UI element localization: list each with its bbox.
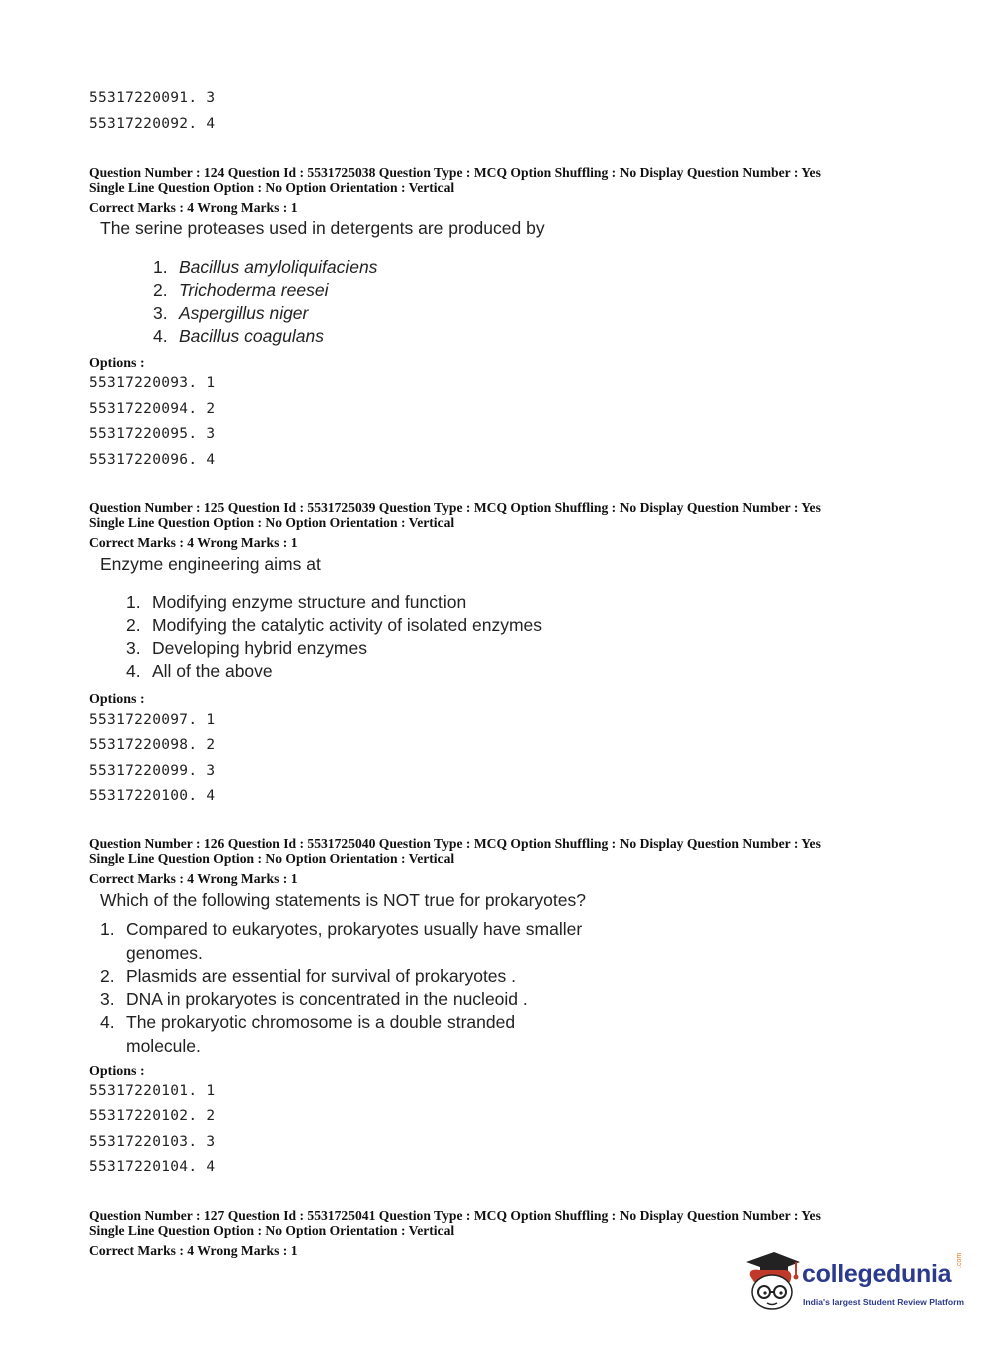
question-marks: Correct Marks : 4 Wrong Marks : 1	[89, 200, 298, 215]
choice-number: 1.	[100, 919, 115, 939]
answer-choice	[153, 303, 308, 324]
option-code: 55317220104. 4	[89, 1159, 216, 1175]
question-meta-line: Single Line Question Option : No Option Orientation : Vertical	[89, 180, 455, 195]
options-label: Options :	[89, 1064, 145, 1079]
answer-choice	[126, 638, 367, 659]
collegedunia-logo	[740, 1248, 980, 1318]
option-code: 55317220091. 3	[89, 90, 216, 106]
option-code: 55317220103. 3	[89, 1134, 216, 1150]
question-marks: Correct Marks : 4 Wrong Marks : 1	[89, 535, 298, 550]
option-code: 55317220102. 2	[89, 1108, 216, 1124]
choice-number: 4.	[153, 326, 168, 346]
question-text: Which of the following statements is NOT true for prokaryotes?	[100, 890, 586, 910]
choice-text: Plasmids are essential for survival of prokaryotes .	[126, 966, 517, 986]
logo-wordmark: collegedunia	[802, 1260, 952, 1288]
choice-text: The prokaryotic chromosome is a double stranded	[126, 1012, 516, 1032]
choice-number: 4.	[126, 661, 141, 681]
answer-choice	[153, 326, 324, 347]
choice-number: 2.	[100, 966, 115, 986]
option-code: 55317220101. 1	[89, 1083, 216, 1099]
choice-number: 2.	[153, 280, 168, 300]
option-code: 55317220093. 1	[89, 375, 216, 391]
answer-choice-continuation: genomes.	[126, 943, 203, 963]
option-code: 55317220094. 2	[89, 401, 216, 417]
choice-number: 1.	[126, 592, 141, 612]
question-meta-line: Question Number : 126 Question Id : 5531725040 Question Type : MCQ Option Shuffling : No Display Question Number : Yes	[89, 836, 821, 851]
question-marks: Correct Marks : 4 Wrong Marks : 1	[89, 871, 298, 886]
choice-number: 3.	[153, 303, 168, 323]
mascot-icon	[740, 1248, 802, 1314]
choice-number: 3.	[126, 638, 141, 658]
question-meta-line: Question Number : 124 Question Id : 5531725038 Question Type : MCQ Option Shuffling : No Display Question Number : Yes	[89, 165, 821, 180]
answer-choice	[126, 592, 466, 613]
option-code: 55317220097. 1	[89, 712, 216, 728]
question-meta-line: Question Number : 127 Question Id : 5531725041 Question Type : MCQ Option Shuffling : No Display Question Number : Yes	[89, 1208, 821, 1223]
choice-text: Modifying enzyme structure and function	[152, 592, 467, 612]
question-meta-line: Single Line Question Option : No Option Orientation : Vertical	[89, 1223, 455, 1238]
answer-choice	[126, 615, 542, 636]
answer-choice	[153, 257, 377, 278]
logo-tagline: India's largest Student Review Platform	[803, 1297, 965, 1307]
answer-choice	[126, 661, 273, 682]
answer-choice	[100, 966, 516, 987]
options-label: Options :	[89, 692, 145, 707]
choice-text: Modifying the catalytic activity of isolated enzymes	[152, 615, 543, 635]
choice-text: Trichoderma reesei	[179, 280, 329, 300]
choice-text: Developing hybrid enzymes	[152, 638, 367, 658]
choice-number: 3.	[100, 989, 115, 1009]
option-code: 55317220099. 3	[89, 763, 216, 779]
answer-choice	[100, 919, 582, 940]
question-text: The serine proteases used in detergents are produced by	[100, 218, 545, 238]
answer-choice-continuation: molecule.	[126, 1036, 201, 1056]
option-code: 55317220096. 4	[89, 452, 216, 468]
choice-text: Aspergillus niger	[179, 303, 309, 323]
answer-choice	[100, 989, 528, 1010]
logo-domain: .com	[956, 1252, 963, 1268]
choice-number: 1.	[153, 257, 168, 277]
choice-number: 4.	[100, 1012, 115, 1032]
answer-choice	[153, 280, 328, 301]
answer-choice	[100, 1012, 515, 1033]
option-code: 55317220098. 2	[89, 737, 216, 753]
choice-text: Compared to eukaryotes, prokaryotes usually have smaller	[126, 919, 583, 939]
option-code: 55317220100. 4	[89, 788, 216, 804]
options-label: Options :	[89, 356, 145, 371]
choice-text: Bacillus coagulans	[179, 326, 324, 346]
question-text: Enzyme engineering aims at	[100, 554, 321, 574]
question-marks: Correct Marks : 4 Wrong Marks : 1	[89, 1243, 298, 1258]
option-code: 55317220092. 4	[89, 116, 216, 132]
choice-text: DNA in prokaryotes is concentrated in the nucleoid .	[126, 989, 528, 1009]
option-code: 55317220095. 3	[89, 426, 216, 442]
question-meta-line: Single Line Question Option : No Option Orientation : Vertical	[89, 851, 455, 866]
choice-text: All of the above	[152, 661, 273, 681]
choice-number: 2.	[126, 615, 141, 635]
question-meta-line: Single Line Question Option : No Option Orientation : Vertical	[89, 515, 455, 530]
choice-text: Bacillus amyloliquifaciens	[179, 257, 378, 277]
question-meta-line: Question Number : 125 Question Id : 5531725039 Question Type : MCQ Option Shuffling : No Display Question Number : Yes	[89, 500, 821, 515]
